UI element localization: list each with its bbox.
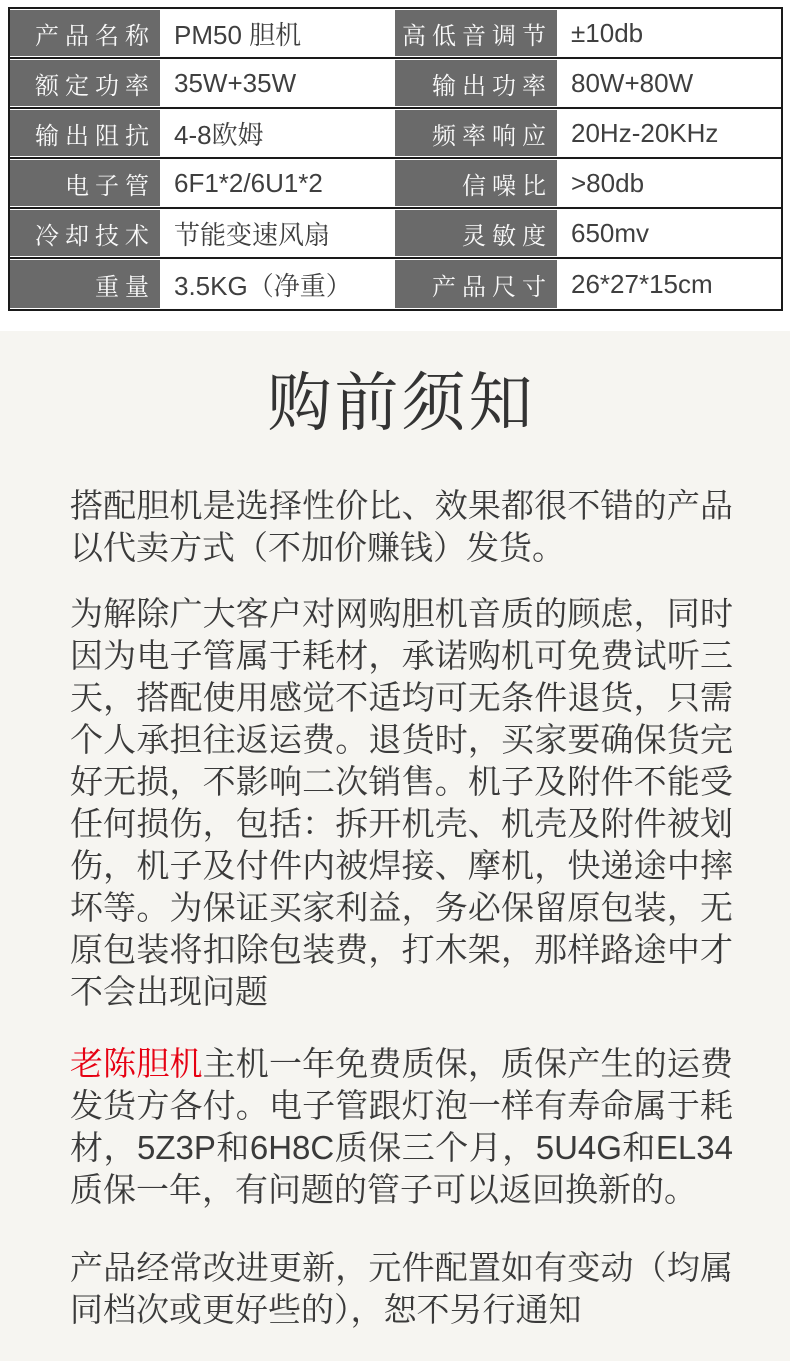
spec-row-cooling bbox=[10, 209, 781, 259]
spec-value-weight: 3.5KG（净重） bbox=[174, 270, 352, 301]
spec-value-impedance: 4-8欧姆 bbox=[174, 119, 264, 150]
spec-value-tone-control: ±10db bbox=[571, 17, 644, 48]
spec-value-output-power: 80W+80W bbox=[571, 67, 694, 98]
spec-value-sensitivity: 650mv bbox=[571, 217, 650, 248]
spec-label-dimensions: 产品尺寸 bbox=[395, 260, 557, 308]
spec-value-tubes: 6F1*2/6U1*2 bbox=[174, 167, 323, 198]
spec-table-section bbox=[0, 0, 790, 331]
spec-row-impedance bbox=[10, 109, 781, 159]
spec-label-output-power: 输出功率 bbox=[395, 60, 557, 106]
spec-label-weight: 重量 bbox=[10, 260, 160, 308]
spec-label-product-name: 产品名称 bbox=[10, 10, 160, 56]
spec-row-tubes bbox=[10, 159, 781, 209]
spec-label-frequency-response: 频率响应 bbox=[395, 110, 557, 156]
spec-label-impedance: 输出阻抗 bbox=[10, 110, 160, 156]
spec-label-rated-power: 额定功率 bbox=[10, 60, 160, 106]
spec-row-weight bbox=[10, 259, 781, 309]
notice-paragraph-return-policy: 为解除广大客户对网购胆机音质的顾虑，同时因为电子管属于耗材，承诺购机可免费试听三天，搭配使用感觉不适均可无条件退货，只需个人承担往返运费。退货时，买家要确保货完好无损，不影响二次销售。机子及附件不能受任何损伤，包括：拆开机壳、机壳及附件被划伤，机子及付件内被焊接、摩机，快递途中摔坏等。为保证买家利益，务必保留原包装，无原包装将扣除包装费，打木架，那样路途中才不会出现问题 bbox=[70, 595, 733, 1010]
spec-table bbox=[8, 7, 783, 311]
notice-paragraph-update-policy: 产品经常改进更新，元件配置如有变动（均属同档次或更好些的），恕不另行通知 bbox=[70, 1249, 733, 1328]
spec-value-cooling: 节能变速风扇 bbox=[174, 219, 331, 250]
spec-value-snr: >80db bbox=[571, 167, 645, 198]
notice-paragraph-intro: 搭配胆机是选择性价比、效果都很不错的产品以代卖方式（不加价赚钱）发货。 bbox=[70, 487, 733, 566]
spec-value-rated-power: 35W+35W bbox=[174, 67, 297, 98]
warranty-text: 主机一年免费质保，质保产生的运费发货方各付。电子管跟灯泡一样有寿命属于耗材，5Z3P和6H8C质保三个月，5U4G和EL34质保一年，有问题的管子可以返回换新的。 bbox=[70, 1045, 734, 1208]
spec-value-product-name: PM50 胆机 bbox=[174, 19, 302, 50]
spec-label-cooling: 冷却技术 bbox=[10, 210, 160, 256]
spec-label-sensitivity: 灵敏度 bbox=[395, 210, 557, 256]
brand-name-highlight: 老陈胆机 bbox=[70, 1045, 203, 1082]
spec-label-tubes: 电子管 bbox=[10, 160, 160, 206]
spec-value-dimensions: 26*27*15cm bbox=[571, 268, 713, 299]
spec-row-rated-power bbox=[10, 59, 781, 109]
spec-row-product-name bbox=[10, 9, 781, 59]
spec-label-snr: 信噪比 bbox=[395, 160, 557, 206]
notice-title: 购前须知 bbox=[267, 367, 536, 439]
spec-value-frequency-response: 20Hz-20KHz bbox=[571, 117, 719, 148]
notice-paragraph-warranty bbox=[70, 1043, 733, 1211]
spec-label-tone-control: 高低音调节 bbox=[395, 10, 557, 56]
pre-purchase-notice-section bbox=[0, 331, 790, 1361]
